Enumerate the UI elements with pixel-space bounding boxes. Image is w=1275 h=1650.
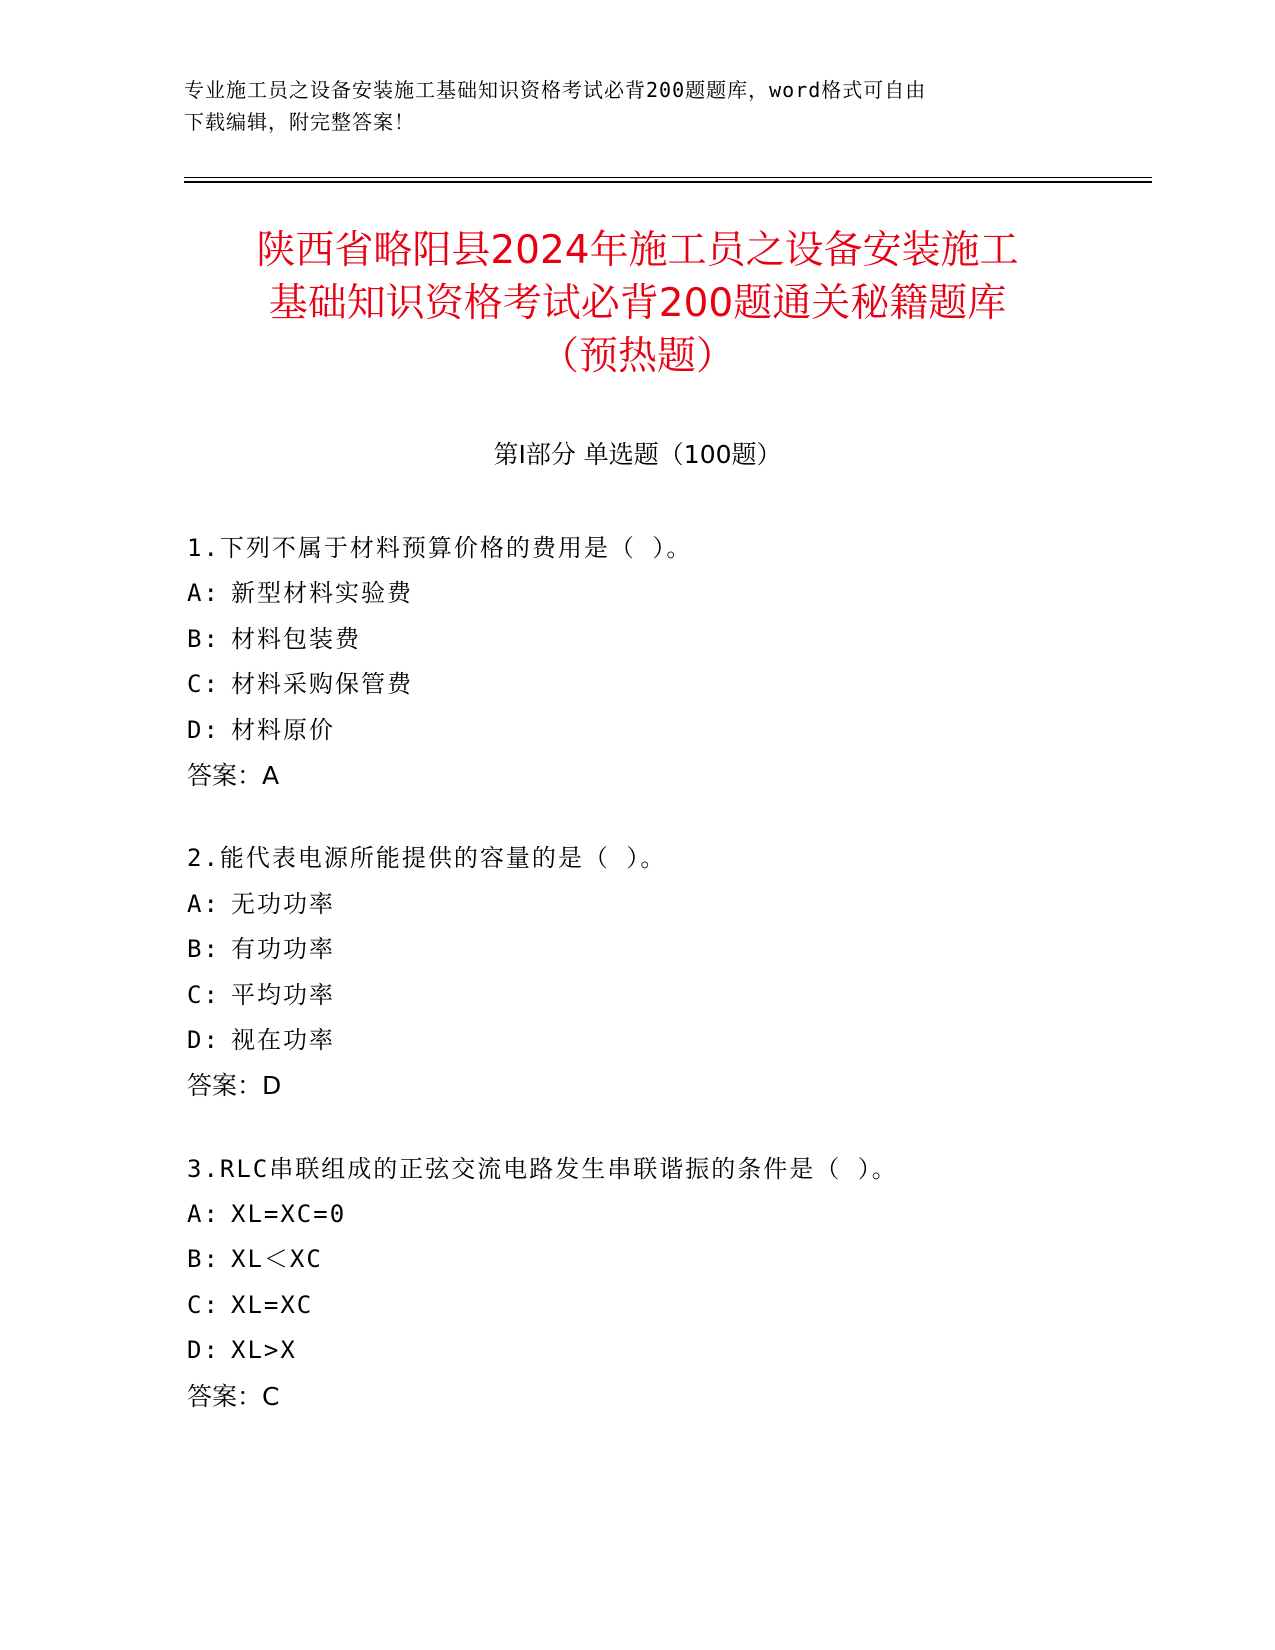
option-text: 新型材料实验费 (231, 579, 413, 608)
document-title (150, 224, 1125, 383)
option-b (187, 617, 1147, 662)
option-key: A: (187, 579, 220, 608)
option-text: XL＜XC (231, 1245, 323, 1274)
title-line-1: 陕西省略阳县2024年施工员之设备安装施工 (256, 228, 1019, 273)
option-key: D: (187, 1025, 220, 1054)
question-list (187, 526, 1147, 1457)
option-key: D: (187, 1336, 220, 1365)
option-key: C: (187, 670, 220, 699)
option-key: C: (187, 980, 220, 1009)
question-item (187, 526, 1147, 798)
option-text: 有功功率 (231, 935, 335, 964)
question-stem: 3.RLC串联组成的正弦交流电路发生串联谐振的条件是（ ）。 (187, 1154, 898, 1183)
option-b (187, 927, 1147, 972)
option-key: A: (187, 1200, 220, 1229)
question-stem: 1.下列不属于材料预算价格的费用是（ ）。 (187, 534, 693, 562)
option-d (187, 1018, 1147, 1063)
option-text: XL=XC (231, 1290, 314, 1319)
option-c (187, 1283, 1147, 1328)
option-key: B: (187, 1245, 220, 1274)
header-note-line-2: 下载编辑，附完整答案！ (184, 110, 415, 134)
option-d (187, 1328, 1147, 1373)
option-text: 材料包装费 (231, 624, 361, 653)
option-a (187, 1192, 1147, 1237)
option-text: 材料原价 (231, 715, 335, 744)
option-text: XL=XC=0 (231, 1200, 347, 1229)
answer-line: 答案：C (187, 1381, 280, 1411)
option-text: 视在功率 (231, 1025, 335, 1054)
option-text: 材料采购保管费 (231, 670, 413, 699)
title-line-3: （预热题） (539, 334, 735, 379)
section-title: 第Ⅰ部分 单选题（100题） (493, 440, 782, 469)
option-text: XL>X (231, 1336, 297, 1365)
option-c (187, 662, 1147, 707)
option-c (187, 973, 1147, 1018)
option-key: D: (187, 715, 220, 744)
answer-line: 答案：A (187, 760, 280, 790)
question-item (187, 836, 1147, 1108)
header-divider-thin (184, 177, 1152, 178)
answer-line: 答案：D (187, 1071, 282, 1101)
option-key: B: (187, 624, 220, 653)
header-divider-thick (184, 181, 1152, 183)
question-item (187, 1147, 1147, 1419)
header-note-line-1: 专业施工员之设备安装施工基础知识资格考试必背200题题库，word格式可自由 (184, 78, 927, 102)
option-b (187, 1237, 1147, 1282)
option-key: C: (187, 1290, 220, 1319)
option-a (187, 571, 1147, 616)
option-d (187, 708, 1147, 753)
question-stem: 2.能代表电源所能提供的容量的是（ ）。 (187, 844, 667, 873)
option-a (187, 882, 1147, 927)
option-key: A: (187, 889, 220, 918)
option-text: 无功功率 (231, 889, 335, 918)
option-key: B: (187, 935, 220, 964)
title-line-2: 基础知识资格考试必背200题通关秘籍题库 (268, 281, 1007, 326)
option-text: 平均功率 (231, 980, 335, 1009)
header-note (184, 74, 1084, 138)
